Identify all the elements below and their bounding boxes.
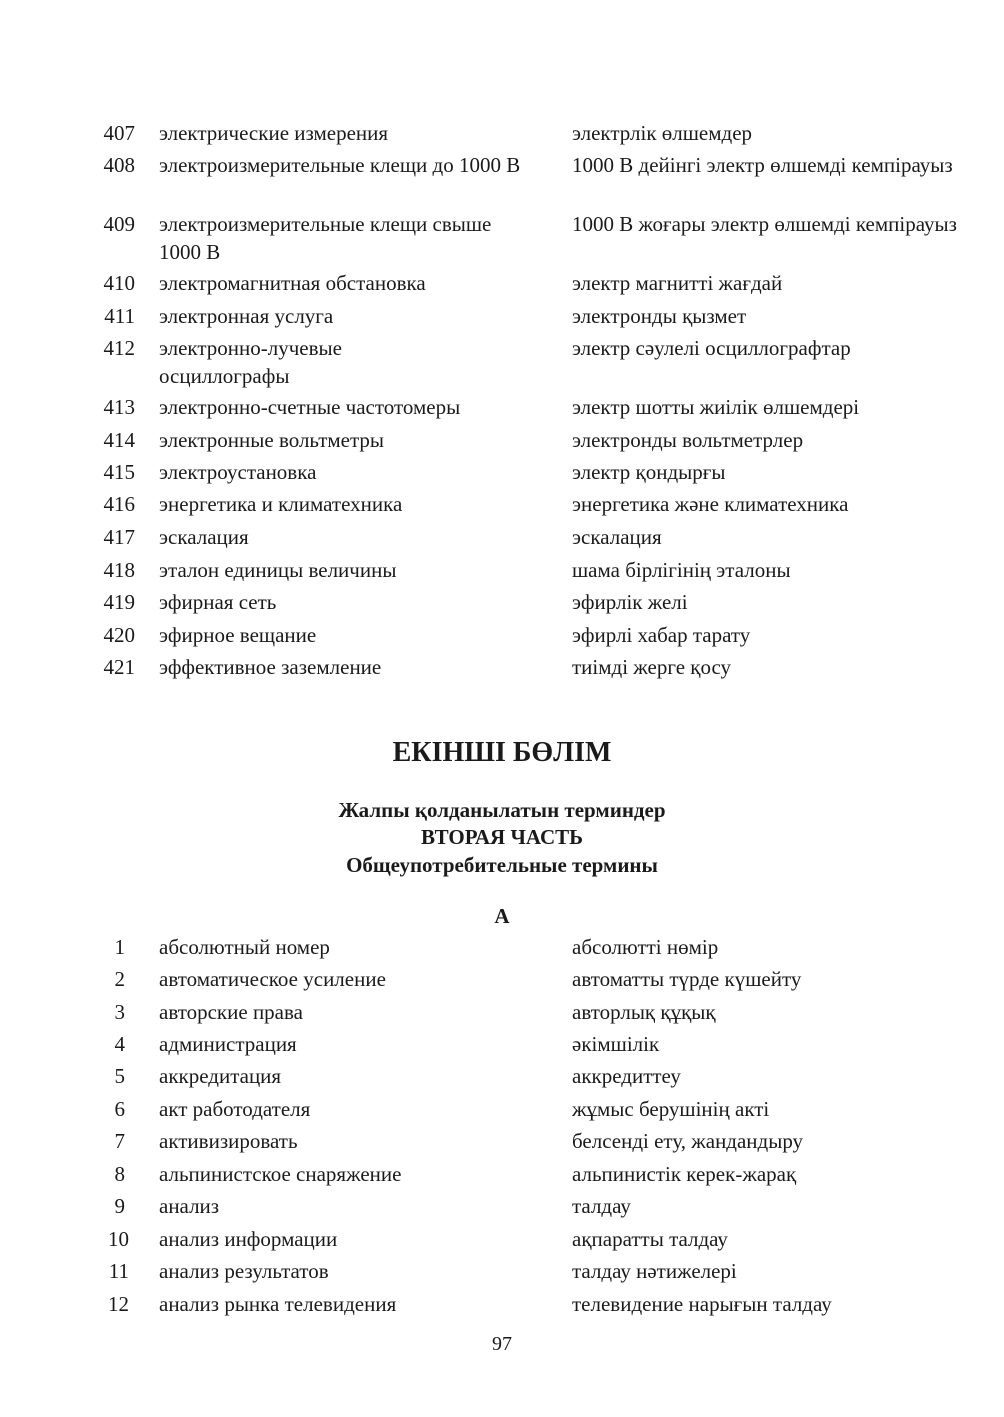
term-number: 1 (114, 935, 125, 959)
term-russian: эффективное заземление (159, 655, 382, 679)
term-kazakh: электр қондырғы (572, 460, 726, 484)
term-number: 3 (114, 1000, 125, 1024)
term-kazakh: абсолютті нөмір (572, 935, 719, 959)
term-number: 420 (103, 623, 135, 647)
term-russian: автоматическое усиление (159, 967, 386, 991)
term-number: 10 (108, 1227, 129, 1251)
term-russian: активизировать (159, 1129, 298, 1153)
term-number: 2 (114, 967, 125, 991)
term-russian: электронные вольтметры (159, 428, 385, 452)
term-russian: электромагнитная обстановка (159, 271, 426, 295)
term-kazakh: ақпаратты талдау (572, 1227, 728, 1251)
term-number: 416 (103, 492, 135, 516)
term-number: 12 (108, 1292, 129, 1316)
term-kazakh: энергетика және климатехника (572, 492, 849, 516)
term-number: 412 (103, 336, 135, 360)
term-kazakh: телевидение нарығын талдау (572, 1292, 832, 1316)
term-russian: анализ результатов (159, 1259, 329, 1283)
term-kazakh: әкімшілік (572, 1032, 660, 1056)
term-kazakh: электр магнитті жағдай (572, 271, 783, 295)
term-number: 421 (103, 655, 135, 679)
term-russian: электроизмерительные клещи свыше 1000 В (159, 212, 492, 264)
term-number: 417 (103, 525, 135, 549)
term-russian: акт работодателя (159, 1097, 311, 1121)
term-number: 7 (114, 1129, 125, 1153)
term-number: 5 (114, 1064, 125, 1088)
term-kazakh: эфирлі хабар тарату (572, 623, 751, 647)
term-russian: анализ информации (159, 1227, 338, 1251)
term-russian: электронно-лучевые осциллографы (159, 336, 342, 388)
term-kazakh: аккредиттеу (572, 1064, 681, 1088)
section-subtitle-kazakh: Жалпы қолданылатын терминдер (338, 798, 666, 822)
term-russian: электроизмерительные клещи до 1000 В (159, 153, 521, 177)
term-russian: эскалация (159, 525, 249, 549)
term-kazakh: тиімді жерге қосу (572, 655, 732, 679)
page-number: 97 (492, 1333, 512, 1355)
term-kazakh: авторлық құқық (572, 1000, 716, 1024)
term-kazakh: 1000 В дейінгі электр өлшемді кемпірауыз (572, 153, 953, 177)
section-title-russian: ВТОРАЯ ЧАСТЬ (420, 825, 584, 849)
term-number: 4 (114, 1032, 125, 1056)
term-russian: электронно-счетные частотомеры (159, 395, 461, 419)
term-russian: абсолютный номер (159, 935, 330, 959)
term-number: 415 (103, 460, 135, 484)
term-kazakh: электр шотты жиілік өлшемдері (572, 395, 860, 419)
term-number: 8 (114, 1162, 125, 1186)
term-kazakh: 1000 В жоғары электр өлшемді кемпірауыз (572, 212, 957, 236)
term-kazakh: электр сәулелі осциллографтар (572, 336, 851, 360)
section-title-kazakh: ЕКІНШІ БӨЛІМ (392, 737, 612, 768)
term-number: 6 (114, 1097, 125, 1121)
term-russian: эфирное вещание (159, 623, 317, 647)
term-kazakh: электрлік өлшемдер (572, 121, 753, 145)
term-kazakh: автоматты түрде күшейту (572, 967, 802, 991)
term-russian: аккредитация (159, 1064, 282, 1088)
term-kazakh: талдау (572, 1194, 631, 1218)
term-kazakh: белсенді ету, жандандыру (572, 1129, 804, 1153)
term-kazakh: альпинистік керек-жарақ (572, 1162, 797, 1186)
term-kazakh: талдау нәтижелері (572, 1259, 737, 1283)
term-kazakh: электронды қызмет (572, 304, 747, 328)
term-number: 409 (103, 212, 135, 236)
term-number: 9 (114, 1194, 125, 1218)
term-number: 418 (103, 558, 135, 582)
term-russian: эталон единицы величины (159, 558, 397, 582)
term-russian: электрические измерения (159, 121, 389, 145)
term-kazakh: электронды вольтметрлер (572, 428, 804, 452)
term-number: 408 (103, 153, 135, 177)
term-russian: энергетика и климатехника (159, 492, 403, 516)
term-russian: авторские права (159, 1000, 303, 1024)
term-kazakh: шама бірлігінің эталоны (572, 558, 791, 582)
term-number: 11 (108, 1259, 129, 1283)
section-subtitle-russian: Общеупотребительные термины (346, 853, 658, 877)
term-russian: анализ (159, 1194, 220, 1218)
term-russian: эфирная сеть (159, 590, 277, 614)
alphabet-letter-heading: А (494, 904, 510, 928)
term-number: 411 (104, 304, 135, 328)
term-kazakh: жұмыс берушінің акті (572, 1097, 770, 1121)
term-russian: электронная услуга (159, 304, 334, 328)
term-kazakh: эфирлік желі (572, 590, 688, 614)
term-number: 407 (103, 121, 135, 145)
term-russian: анализ рынка телевидения (159, 1292, 397, 1316)
term-number: 413 (103, 395, 135, 419)
term-russian: альпинистское снаряжение (159, 1162, 402, 1186)
term-number: 419 (103, 590, 135, 614)
term-kazakh: эскалация (572, 525, 662, 549)
term-number: 410 (103, 271, 135, 295)
term-number: 414 (103, 428, 135, 452)
term-russian: администрация (159, 1032, 297, 1056)
term-russian: электроустановка (159, 460, 317, 484)
